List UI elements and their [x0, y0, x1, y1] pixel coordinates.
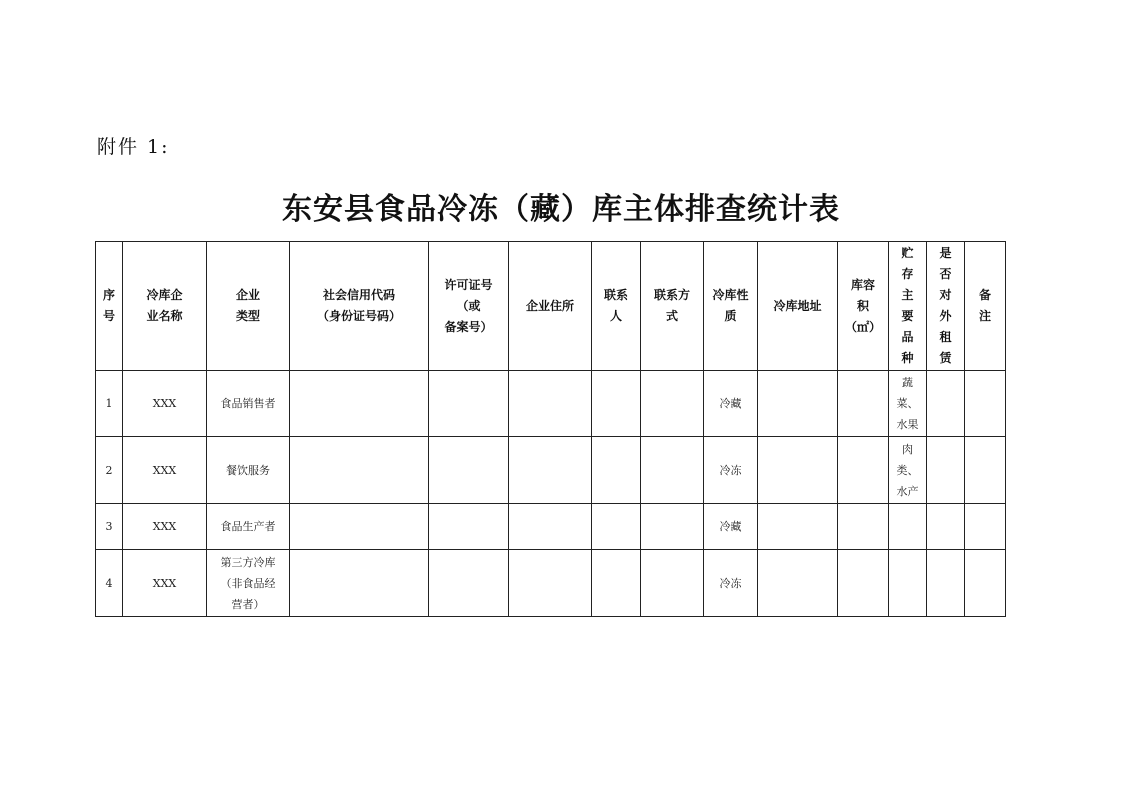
cell-variety	[889, 550, 927, 617]
cell-phone	[641, 437, 704, 504]
cell-address	[509, 504, 592, 550]
header-serial: 序号	[96, 242, 123, 371]
cell-address	[509, 550, 592, 617]
table-row	[96, 437, 1006, 504]
cell-rent	[927, 437, 965, 504]
statistics-table	[95, 241, 1006, 617]
cell-nature: 冷藏	[704, 504, 758, 550]
cell-serial: 1	[96, 371, 123, 437]
header-phone: 联系方 式	[641, 242, 704, 371]
cell-type: 食品销售者	[207, 371, 290, 437]
header-contact: 联系 人	[592, 242, 641, 371]
header-name: 冷库企 业名称	[123, 242, 207, 371]
cell-name: XXX	[123, 371, 207, 437]
cell-capacity	[838, 437, 889, 504]
cell-capacity	[838, 504, 889, 550]
header-credit-code: 社会信用代码 （身份证号码）	[290, 242, 429, 371]
cell-remark	[965, 550, 1006, 617]
cell-license	[429, 550, 509, 617]
cell-contact	[592, 371, 641, 437]
cell-contact	[592, 504, 641, 550]
cell-serial: 2	[96, 437, 123, 504]
cell-contact	[592, 437, 641, 504]
cell-credit-code	[290, 550, 429, 617]
cell-type: 食品生产者	[207, 504, 290, 550]
cell-name: XXX	[123, 550, 207, 617]
cell-address	[509, 371, 592, 437]
cell-cold-address	[758, 371, 838, 437]
cell-rent	[927, 550, 965, 617]
cell-credit-code	[290, 437, 429, 504]
header-type: 企业 类型	[207, 242, 290, 371]
cell-name: XXX	[123, 504, 207, 550]
header-address: 企业住所	[509, 242, 592, 371]
cell-name: XXX	[123, 437, 207, 504]
cell-license	[429, 437, 509, 504]
cell-rent	[927, 371, 965, 437]
cell-phone	[641, 504, 704, 550]
cell-address	[509, 437, 592, 504]
cell-cold-address	[758, 504, 838, 550]
cell-type: 第三方冷库 （非食品经 营者）	[207, 550, 290, 617]
header-cold-address: 冷库地址	[758, 242, 838, 371]
header-license: 许可证号 （或 备案号）	[429, 242, 509, 371]
cell-remark	[965, 371, 1006, 437]
cell-serial: 4	[96, 550, 123, 617]
header-variety: 贮存主要品种	[889, 242, 927, 371]
cell-serial: 3	[96, 504, 123, 550]
header-rent: 是否对外租赁	[927, 242, 965, 371]
cell-nature: 冷冻	[704, 550, 758, 617]
attachment-label: 附件 1:	[97, 136, 170, 158]
cell-remark	[965, 437, 1006, 504]
header-capacity: 库容 积 （㎡）	[838, 242, 889, 371]
cell-cold-address	[758, 550, 838, 617]
header-nature: 冷库性 质	[704, 242, 758, 371]
cell-license	[429, 371, 509, 437]
cell-remark	[965, 504, 1006, 550]
cell-capacity	[838, 371, 889, 437]
cell-variety: 肉 类、 水产	[889, 437, 927, 504]
cell-phone	[641, 371, 704, 437]
cell-nature: 冷冻	[704, 437, 758, 504]
cell-credit-code	[290, 371, 429, 437]
header-remark: 备 注	[965, 242, 1006, 371]
cell-variety: 蔬 菜、 水果	[889, 371, 927, 437]
table-row	[96, 504, 1006, 550]
cell-nature: 冷藏	[704, 371, 758, 437]
table-row	[96, 550, 1006, 617]
cell-phone	[641, 550, 704, 617]
cell-type: 餐饮服务	[207, 437, 290, 504]
cell-license	[429, 504, 509, 550]
cell-cold-address	[758, 437, 838, 504]
table-row	[96, 371, 1006, 437]
cell-contact	[592, 550, 641, 617]
cell-capacity	[838, 550, 889, 617]
cell-variety	[889, 504, 927, 550]
cell-rent	[927, 504, 965, 550]
page-title: 东安县食品冷冻（藏）库主体排查统计表	[282, 192, 840, 227]
header-row	[96, 242, 1006, 371]
cell-credit-code	[290, 504, 429, 550]
